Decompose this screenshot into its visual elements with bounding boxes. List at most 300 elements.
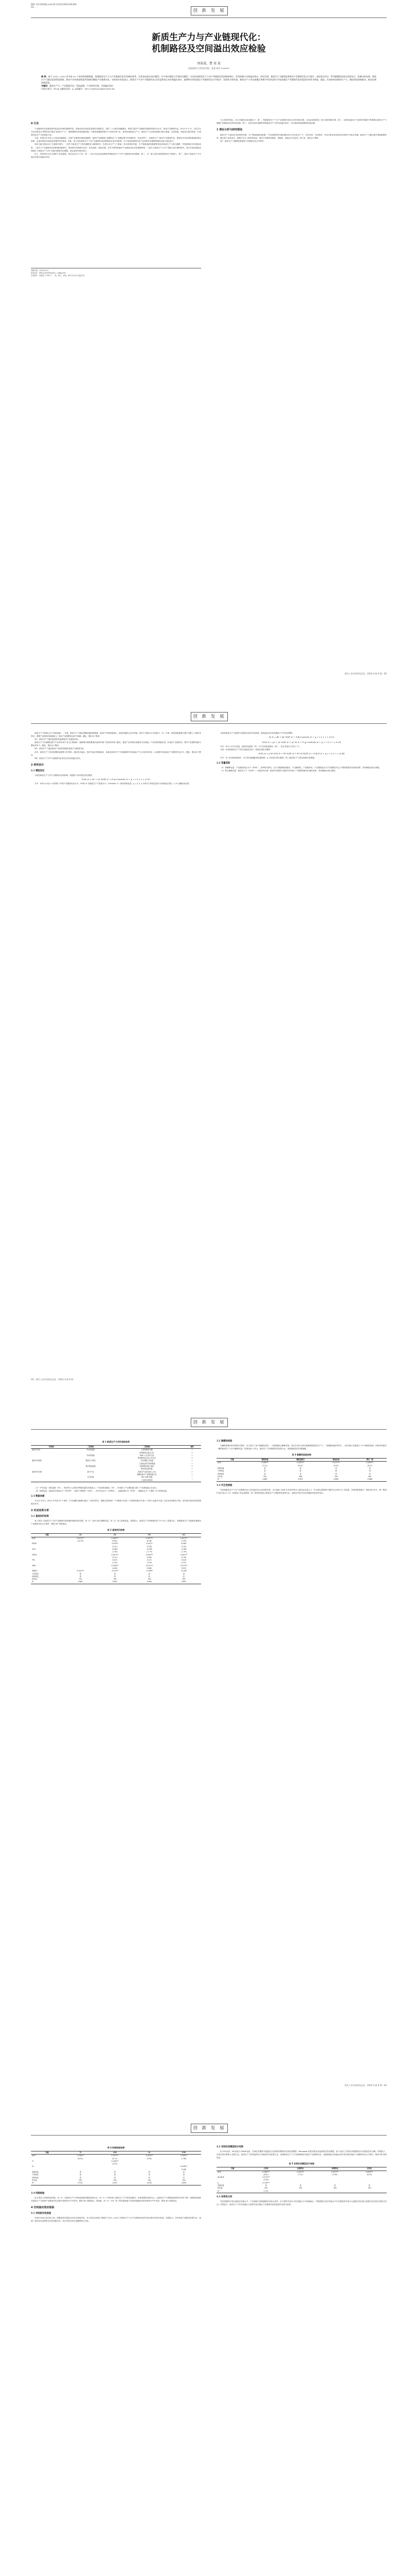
table-cell: IS: [32, 2165, 34, 2168]
table-cell: 330: [182, 2179, 186, 2181]
table-cell: TI: [32, 2160, 34, 2162]
table-cell: (9.82): [112, 1540, 118, 1543]
table-cell: 是: [79, 1572, 81, 1575]
table-header-cell: 变量: [217, 1459, 248, 1462]
footer-page-number: XX: [384, 2084, 387, 2087]
table-cell: (5.92): [146, 2157, 152, 2160]
table-cell: URB: [32, 1564, 36, 1567]
paper-affiliation: （某某财经大学经济学院 , 某省 某市 100000）: [187, 67, 231, 70]
table-5-caption: 表 5 空间杜宾模型估计结果: [289, 2162, 314, 2165]
table-cell: +: [191, 1468, 193, 1470]
footer-journal: 现代工业经济和信息化 · 2024 年第 9 期: [344, 2084, 382, 2087]
table-cell: 0.016: [181, 1559, 187, 1562]
table-cell: -0.183*: [180, 1570, 187, 1572]
table-cell: 0.891: [97, 1581, 132, 1584]
table-cell: 330: [78, 1578, 82, 1581]
subsection-heading: 4.1 空间相关性检验: [31, 2212, 52, 2215]
page-3: [31, 1412, 387, 2097]
table-cell: 个体固定: [32, 2174, 39, 2176]
table-1: [31, 1445, 201, 1482]
page-1: [31, 0, 387, 685]
table-cell: GOV: [32, 1548, 36, 1550]
table-cell: 是: [369, 1467, 371, 1470]
table-cell: 战略性新兴产业增加值占比: [137, 1473, 157, 1476]
footnote: 收稿日期：2024-06-12 基金项目：国家社会科学基金项目（23BJL000） 作者简介：刘某某（1990—），男，博士，讲师，研究方向为产业经济学。: [31, 268, 201, 277]
table-cell: 人均受教育年限: [141, 1449, 153, 1451]
table-cell: (6.87): [263, 2173, 269, 2176]
table-cell: 是: [300, 1472, 302, 1475]
table-cell: 工业固定资产投资增速: [138, 1462, 155, 1465]
subsection-heading: 3.1 基准回归结果: [31, 1515, 49, 1518]
table-header-cell: 替换变量: [248, 1459, 281, 1462]
table-cell: 0.418***: [145, 2155, 153, 2157]
paragraph: 为进一步检验新质生产力的空间溢出效应，构建空间杜宾模型：: [220, 749, 272, 751]
paragraph: 本文以 2012—2022 年中国 30 个省份（不含西藏与港澳台地区）为研究样本，数据主要来源于《中国统计年鉴》《中国科技统计年鉴》《中国工业统计年鉴》以及各省份统计年鉴，部分缺失值采用线性插值法补齐。: [31, 1500, 201, 1505]
table-cell: 0.888: [353, 1478, 387, 1481]
table-cell: +: [191, 1449, 193, 1451]
table-cell: 时间固定: [218, 1472, 224, 1475]
table-cell: 0.893: [281, 1478, 319, 1481]
table-cell: (1.92): [181, 1545, 187, 1548]
table-cell: (6.71): [112, 2157, 118, 2160]
table-cell: 0.031**: [146, 1543, 153, 1545]
table-3: [217, 1458, 387, 1481]
table-cell: +: [191, 1462, 193, 1465]
table-cell: 物质生产资料: [86, 1460, 96, 1462]
table-cell: 0.899: [167, 2182, 201, 2185]
table-cell: 330: [182, 1578, 186, 1581]
table-cell: 是: [182, 2171, 185, 2174]
table-cell: (-1.87): [112, 1551, 118, 1553]
paragraph: 表 2 报告了新质生产力对产业链现代化影响的基准回归结果。列（1）仅纳入核心解释变量，列（2）加入控制变量。结果显示，新质生产力的系数均在 1% 水平上显著为正，表明新质生产力能够显著推动产业链现代化水平提升，假设 H1 得到验证。: [31, 1520, 201, 1526]
table-cell: (3.56): [181, 2168, 187, 2171]
table-cell: 是: [369, 1470, 371, 1472]
subsection-heading: 4.3 异质性分析: [217, 2195, 233, 2198]
table-cell: 330: [334, 1475, 338, 1478]
table-cell: 时间固定: [32, 2176, 39, 2179]
p4-right-column: [217, 2143, 387, 2206]
table-cell: (-1.55): [181, 1551, 187, 1553]
table-cell: 0.386***: [262, 2171, 270, 2173]
table-cell: 0.213***: [262, 2176, 270, 2179]
table-cell: +: [191, 1465, 193, 1468]
table-cell: 是: [114, 2171, 116, 2174]
table-cell: 0.612***: [76, 1537, 84, 1539]
page-footer: XX · 现代工业经济和信息化 · 2024 年第 9 期: [31, 1378, 73, 1381]
table-cell: 高技术产业营业收入占比: [138, 1470, 156, 1473]
table-cell: 是: [114, 1572, 116, 1575]
section-heading: 3 实证结果分析: [31, 1509, 49, 1513]
table-cell: 新兴产业: [87, 1470, 94, 1473]
paragraph: H1：新质生产力能够显著促进产业链现代化水平提升。: [220, 140, 266, 143]
table-cell: 是: [114, 2174, 116, 2176]
table-header-cell: ICM: [97, 2151, 132, 2155]
table-cell: 是: [300, 2184, 302, 2187]
table-cell: (4.06): [112, 1567, 118, 1569]
table-cell: 高等教育在校生占比: [139, 1451, 155, 1454]
table-cell: 0.257***: [331, 2171, 339, 2173]
table-3-caption: 表 3 稳健性检验结果: [292, 1453, 311, 1456]
paragraph: 式中：M_it 为中介变量，包括科技创新（TI）与产业结构高级化（IS），其余变量含义同式（1）。: [220, 745, 303, 748]
table-cell: NQP: [32, 2155, 36, 2157]
paragraph: 表 4 报告了机制检验结果。列（1）中新质生产力对科技创新的系数显著为正，列（2）中同时纳入新质生产力与科技创新后，两者系数均显著为正，且新质生产力系数较基准回归有所下降，表明科技创新在新质生产力影响产业链现代化过程中发挥部分中介作用，假设 H2 得到验证。类似地，列（3）与列（4）的结果表明产业结构高级化同样发挥部分中介作用，假设 H3 得到验证。: [31, 2196, 201, 2202]
table-cell: [71, 1479, 110, 1482]
table-cell: 是: [368, 2184, 371, 2187]
paragraph: 考虑到我国不同区域经济发展水平、产业基础与资源禀赋存在较大差异，本文将样本划分为东部地区与中西部地区，并按照数字经济发展水平中位数将样本划分为高数字经济组与低数字经济组分别进行回归。结果显示，新质生产力对东部地区与高数字经济地区产业链现代化的促进作用更为显著。: [217, 2200, 387, 2206]
table-header-cell: 剔除直辖市: [281, 1459, 319, 1462]
table-cell: 是: [265, 2184, 267, 2187]
section-banner: 创 新 发 展: [191, 1418, 228, 1427]
table-cell: R²: [31, 2182, 63, 2185]
table-cell: 330: [113, 2179, 117, 2181]
p3-left-column: [31, 1437, 201, 1584]
table-cell: [318, 2190, 352, 2193]
paragraph: 式中：W 为空间权重矩阵，本文采用地理距离权重矩阵；ρ 为空间自回归系数；θ2 为新质生产力的空间滞后项系数。: [220, 757, 317, 759]
table-cell: 控制变量: [218, 1467, 224, 1470]
table-cell: 330: [333, 2187, 337, 2190]
paragraph: 当前，世界百年未有之大变局加速演进，全球产业链供应链加速重构，我国产业链面临“低端锁定”与“高端封锁”的双重挤压。在此背景下，以新质生产力推动产业链现代化，既是应对外部风险挑战的现实需要，也是实现经济高质量发展的内在要求。因此，深入探究新质生产力对产业链现代化的影响效应及作用机制，对于加快构建现代化产业体系具有重要的理论价值与现实意义。: [31, 137, 201, 143]
table-cell: FIN: [32, 1559, 35, 1562]
table-header-cell: 属性: [183, 1446, 201, 1449]
table-cell: 0.041***: [180, 1553, 188, 1556]
table-cell: 0.028*: [181, 1543, 187, 1545]
table-cell: (8.27): [367, 1464, 373, 1467]
table-cell: 劳动者技能: [86, 1454, 95, 1456]
paragraph: 与已有研究相比，本文可能的边际贡献在于：第一，构建新质生产力与产业链现代化综合评价指标体系，从实证层面检验二者之间的因果关系；第二，从科技创新与产业结构升级两个维度揭示新质生产力赋能产业链现代化的作用机制；第三，运用空间计量模型考察新质生产力的空间溢出效应，为区域协调发展提供经验证据。: [217, 119, 387, 125]
paragraph: 为检验新质生产力对产业链现代化的影响，构建如下双向固定效应模型：: [35, 774, 94, 776]
table-cell: 是: [182, 1575, 185, 1578]
table-cell: 是: [300, 1470, 302, 1472]
paragraph: 综上，现有研究为本文提供了有益借鉴，但仍存在以下不足：第一，较少从实证层面系统考察新质生产力对产业链现代化的影响；第二，对二者之间作用机制的探讨不够深入；第三，忽视了新质生产力可能存在的空间溢出效应。: [31, 152, 201, 158]
p2-right-column: [217, 732, 387, 773]
formula-2: M_it = β0 + β1 NQP_it + Σ βj Controls_it + μ_i + λ_t + ε_it (2): [269, 736, 335, 739]
table-cell: PGDP: [32, 1543, 37, 1545]
table-cell: (7.21): [262, 1464, 268, 1467]
table-cell: 0.047***: [111, 1553, 119, 1556]
table-header-cell: 滞后一期: [353, 1459, 387, 1462]
table-header-cell: 主效应: [249, 2167, 284, 2171]
table-cell: -0.069: [181, 1548, 187, 1550]
table-cell: 0.396***: [180, 2155, 188, 2157]
paragraph: （1）被解释变量：产业链现代化水平（ICM）。参考相关研究，从产业链基础高级化、产业链韧性、产业链协同、产业链绿色化与产业链数字化五个维度构建评价指标体系，采用熵值法进行测度。: [220, 767, 381, 769]
table-cell: (3.67): [181, 1567, 187, 1569]
table-cell: 是: [300, 1467, 302, 1470]
formula-4: ICM_it = ρ W ICM_it + θ1 NQP_it + θ2 W NQP_it + Σ θj X_it + μ_i + λ_t + ε_it (4): [258, 752, 345, 755]
paragraph: 现有文献主要从以下方面展开研究：一是关于新质生产力的内涵特征与测度研究，学者们从生产力三要素、技术革命性突破、生产要素创新性配置等视角对新质生产力进行阐释，并构建相应评价指标体系；二是关于产业链现代化的影响因素研究，现有研究发现数字经济、技术创新、营商环境、对外开放等因素对产业链现代化具有重要影响；三是关于新质生产力与产业链之间关系的研究，部分学者从理论层面探讨了新质生产力对产业链升级的作用逻辑，但实证研究相对较少。: [31, 143, 201, 152]
table-cell: 新质劳动者: [32, 1449, 40, 1451]
subsection-heading: 2.2 变量选取: [217, 762, 230, 765]
table-cell: (2.18): [146, 1545, 152, 1548]
table-cell: 是: [148, 1575, 151, 1578]
table-cell: +: [191, 1451, 193, 1454]
table-cell: 是: [148, 2171, 151, 2174]
p4-left-column: [31, 2143, 201, 2223]
table-cell: 是: [182, 2174, 185, 2176]
table-cell: 是: [148, 2174, 151, 2176]
table-header-cell: IS: [132, 2151, 167, 2155]
table-cell: 0.017: [147, 1559, 152, 1562]
table-cell: 286: [298, 1475, 302, 1478]
keywords-text: 新质生产力；产业链现代化；科技创新；产业结构升级；空间溢出效应: [49, 84, 113, 88]
table-cell: 新质劳动资料: [32, 1460, 42, 1462]
table-cell: 样本量: [32, 1578, 37, 1581]
classification-line: 中图分类号：F124 文献标识码：A 文章编号：1672-2000(2024)09-0010-06: [41, 88, 114, 91]
table-cell: (3.88): [146, 1567, 152, 1569]
table-cell: 是: [182, 2176, 185, 2179]
table-header-cell: 变量: [31, 1534, 63, 1537]
footer-journal: 现代工业经济和信息化 · 2024 年第 9 期: [344, 672, 382, 675]
doi-meta: DOI: 10.16190/j.cnki.45-1211/f.2024.09.004 SS：...: [31, 3, 77, 8]
table-cell: +: [191, 1470, 193, 1473]
footer-journal: 现代工业经济和信息化 · 2024 年第 9 期: [36, 1378, 73, 1381]
table-cell: [283, 2190, 318, 2193]
table-cell: 是: [264, 1470, 266, 1472]
table-cell: 0.897: [167, 1581, 201, 1584]
section-heading: 1 理论分析与研究假设: [217, 128, 243, 132]
table-header-cell: 一级指标: [31, 1446, 71, 1449]
table-cell: 是: [79, 1575, 81, 1578]
table-row: [31, 2182, 201, 2185]
p1-left-column: [31, 118, 201, 159]
table-row: [217, 2190, 387, 2193]
table-cell: 0.352***: [111, 2155, 119, 2157]
table-header-cell: (1): [63, 1534, 98, 1537]
table-cell: 控制变量: [218, 2184, 224, 2187]
subsection-heading: 2.1 模型设定: [31, 769, 45, 772]
table-cell: (-1.73): [146, 1551, 153, 1553]
table-cell: 0.421***: [180, 1537, 188, 1539]
table-cell: 个体固定: [32, 1572, 39, 1575]
table-2: [31, 1533, 201, 1584]
table-header-cell: 间接效应: [318, 2167, 352, 2171]
table-row: [31, 1479, 201, 1482]
table-cell: 330: [368, 2187, 371, 2190]
table-cell: R²: [217, 1478, 248, 1481]
table-cell: (2.96): [146, 1556, 152, 1558]
page-header: [31, 1412, 387, 1432]
table-cell: 是: [114, 2176, 116, 2179]
table-cell: +: [191, 1457, 193, 1460]
table-cell: -0.215**: [111, 1570, 119, 1572]
table-row: [217, 1478, 387, 1481]
table-cell: 生态环境: [87, 1476, 94, 1479]
table-cell: 1.236***: [76, 2155, 84, 2157]
page-footer: 现代工业经济和信息化 · 2024 年第 9 期 · XX: [344, 672, 387, 675]
table-header-cell: ICM: [167, 2151, 201, 2155]
table-cell: 0.178***: [262, 2181, 270, 2184]
formula-3: ICM_it = γ0 + γ1 NQP_it + γ2 M_it + Σ γj Controls_it + μ_i + λ_t + ε_it (3): [262, 741, 341, 744]
subsection-heading: 2.3 数据来源: [31, 1495, 45, 1498]
table-header-cell: 二级指标: [71, 1446, 110, 1449]
table-cell: R²: [31, 1581, 63, 1584]
table-cell: 科技服务业从业人员占比: [138, 1457, 156, 1460]
table-cell: 330: [298, 2187, 302, 2190]
table-cell: (3.45): [332, 2173, 338, 2176]
table-cell: 是: [335, 1470, 337, 1472]
table-cell: 是: [148, 2176, 151, 2179]
table-cell: (1.29): [146, 1562, 152, 1564]
keywords-label: 关键词：: [41, 84, 49, 88]
paragraph: 为确保基准回归结果的可靠性，本文进行了如下稳健性检验：一是替换核心解释变量，采用主成分分析法重新测度新质生产力；二是剔除直辖市样本；三是对核心变量进行 1% 的缩尾处理；四是采用滞后一期的新质生产力作为解释变量。结果如表 3 所示，新质生产力的系数依然显著为正，表明基准回归结果稳健。: [217, 1445, 387, 1450]
table-cell: [352, 2190, 387, 2193]
table-cell: (1.42): [112, 1562, 118, 1564]
table-cell: (7.93): [181, 1540, 187, 1543]
paragraph: 在进行空间计量分析之前，需要检验变量是否存在空间相关性。本文采用全局莫兰指数对 2012—2022 年新质生产力与产业链现代化的空间自相关性进行检验。结果显示，各年份莫兰指数均显著为正，表明二者均存在显著的正向空间相关性，适合采用空间计量模型进行分析。: [31, 2216, 201, 2222]
paragraph: H3：新质生产力通过推动产业结构高级化促进产业链现代化。: [35, 748, 86, 750]
footer-page-number: XX: [31, 1378, 34, 1381]
table-cell: -0.198**: [145, 1570, 153, 1572]
table-cell: 是: [79, 2176, 81, 2179]
table-cell: 0.742: [249, 2190, 284, 2193]
table-cell: 0.903: [97, 2182, 132, 2185]
table-cell: -0.082*: [111, 1548, 118, 1550]
table-header-cell: 变量: [31, 2151, 63, 2155]
table-cell: 300: [368, 1475, 372, 1478]
table-cell: 0.471***: [332, 1462, 340, 1464]
table-cell: NQP: [218, 2171, 221, 2173]
table-cell: 330: [147, 2179, 151, 2181]
table-cell: 样本量: [218, 1475, 223, 1478]
abstract-block: [41, 75, 376, 91]
table-header-cell: (3): [132, 1534, 167, 1537]
table-cell: 0.396***: [261, 1462, 269, 1464]
table-5: [217, 2167, 387, 2193]
paragraph: 此外，新质生产力具有较强的渗透性与扩散性。通过技术溢出、知识外溢与要素流动，本地区新质生产力发展能够对邻近地区产生示范带动效应，从而提升周边地区产业链现代化水平。据此，提出以下假设：: [31, 751, 201, 756]
paragraph: 经 LM 检验、LR 检验与 Wald 检验，空间杜宾模型不能退化为空间滞后模型或空间误差模型；Hausman 检验结果支持选择固定效应模型。表 5 报告了空间杜宾模型的估计结果及效应分解。结果显示，空间自回归系数 ρ 显著为正，新质生产力的直接效应与间接效应均显著为正，表明新质生产力不仅能够促进本地区产业链现代化，还能够通过空间溢出效应带动邻近地区产业链现代化水平提升，假设 H4 得到验证。: [217, 2150, 387, 2159]
table-cell: (3.08): [263, 2179, 269, 2181]
table-cell: 0.659***: [366, 2171, 373, 2173]
table-cell: (8.76): [146, 1540, 152, 1543]
table-cell: NQP: [218, 1462, 221, 1464]
table-cell: 0.438***: [366, 1462, 374, 1464]
subsection-heading: 4.2 空间杜宾模型估计结果: [217, 2146, 243, 2148]
table-cell: 0.019: [112, 1559, 118, 1562]
table-header-cell: 直接效应: [283, 2167, 318, 2171]
formula-1: ICM_it = α0 + α1 NQP_it + Σ αj Controls_it + μ_i + λ_t + ε_it (1): [81, 777, 151, 781]
table-cell: 单位 GDP 能耗: [141, 1476, 153, 1479]
table-cell: 0.035**: [111, 1543, 118, 1545]
paragraph: （2）核心解释变量：新质生产力（NQP）。从新质劳动者、新质劳动资料与新质劳动对象三个维度构建评价指标体系，采用熵值法进行测度。: [220, 770, 337, 772]
table-cell: (1.21): [181, 1562, 187, 1564]
table-cell: 是: [148, 1572, 151, 1575]
subsection-heading: 3.3 内生性检验: [217, 1484, 233, 1487]
table-cell: 是: [264, 1472, 266, 1475]
table-header-cell: 缩尾处理: [319, 1459, 353, 1462]
paragraph: 新质生产力以战略性新兴产业和未来产业为主要载体，能够推动资源要素从低效率部门向高效率部门流动，促进产业结构向高级化方向演进。产业结构高级化进一步优化产业链布局，提升产业链附加值与整体竞争力。据此，提出以下假设：: [31, 741, 201, 747]
table-cell: 劳动者素质: [86, 1449, 95, 1451]
table-cell: (12.35): [77, 1540, 84, 1543]
subsection-heading: 3.2 稳健性检验: [217, 1440, 233, 1443]
table-cell: 时间固定: [32, 1575, 39, 1578]
table-cell: −: [183, 1479, 201, 1482]
table-cell: 是: [79, 2174, 81, 2176]
table-cell: 0.483***: [111, 1537, 119, 1539]
table-header-cell: 总效应: [352, 2167, 387, 2171]
table-cell: 0.128***: [111, 1564, 119, 1567]
section-heading: 2 研究设计: [31, 763, 44, 767]
table-cell: 330: [113, 1578, 117, 1581]
table-cell: 330: [263, 1475, 267, 1478]
p2-left-column: [31, 732, 201, 785]
footer-page-number: XX: [384, 672, 387, 675]
table-cell: 0.885: [248, 1478, 281, 1481]
paragraph: 考虑到新质生产力与产业链现代化之间可能存在反向因果关系，本文选取 1984 年各省份每百人邮电业务量与上一年全国互联网用户数的交互项作为工具变量，采用两阶段最小二乘法进行估计。第一阶段 F 统计量大于 10，拒绝弱工具变量假设；第二阶段结果显示新质生产力系数依然显著为正，表明在考虑内生性问题后结论依然成立。: [217, 1488, 387, 1494]
paragraph: 为检验新质生产力影响产业链现代化的作用机制，借鉴逐步回归法构建如下中介效应模型：: [220, 732, 294, 734]
paper-title: 新质生产力与产业链现代化： 机制路径及空间溢出效应检验: [152, 32, 266, 54]
table-cell: 0.102***: [76, 1570, 84, 1572]
table-cell: 0.044***: [145, 1553, 153, 1556]
paragraph: 新质生产力的核心在于科技创新。一方面，新质生产力通过集聚高端创新要素、促进产学研深度融合，加速关键核心技术突破，提升产业链自主可控能力；另一方面，科技创新能够打通产业链上下游技术堵点，增强产业链协同创新能力，推动产业链整体迈向中高端。据此，提出以下假设：: [31, 732, 201, 738]
table-cell: 人均机器人安装量: [140, 1460, 154, 1462]
table-cell: 样本量: [218, 2187, 223, 2190]
subsection-heading: 3.4 机制检验: [31, 2192, 45, 2195]
table-cell: 330: [78, 2179, 82, 2181]
table-1-caption: 表 1 新质生产力评价指标体系: [102, 1440, 130, 1443]
header-rule: [31, 1429, 387, 1430]
header-rule: [31, 723, 387, 724]
table-cell: 是: [334, 2184, 336, 2187]
table-cell: R²: [217, 2190, 249, 2193]
page-footer: 现代工业经济和信息化 · 2024 年第 9 期 · XX: [344, 2084, 387, 2087]
table-cell: (4.23): [112, 2163, 118, 2165]
page-4: [31, 2117, 387, 2576]
table-cell: (9.03): [334, 1464, 339, 1467]
table-4: [31, 2151, 201, 2185]
table-cell: -0.076*: [146, 1548, 153, 1550]
table-cell: R&D 人员全时当量: [140, 1454, 154, 1456]
table-cell: 是: [335, 1472, 337, 1475]
table-cell: 是: [335, 1467, 337, 1470]
page-header: [31, 0, 387, 21]
table-cell: OPEN: [32, 1553, 37, 1556]
table-cell: 0.876: [132, 2182, 167, 2185]
p3-right-column: [217, 1437, 387, 1495]
paragraph: H4：新质生产力对产业链现代化具有正向空间溢出效应。: [35, 757, 82, 759]
table-cell: 330: [147, 1578, 151, 1581]
table-cell: 常数项: [32, 1570, 37, 1572]
table-cell: 是: [79, 2171, 81, 2174]
table-2-caption: 表 2 基准回归结果: [107, 1529, 125, 1532]
table-cell: ρ: [218, 2181, 219, 2184]
table-header-cell: (2): [97, 1534, 132, 1537]
table-cell: 330: [264, 2187, 268, 2190]
table-cell: 移动电话基站数: [141, 1468, 153, 1470]
table-cell: 是: [264, 1467, 266, 1470]
abstract-text: 基于 2012—2022 年中国 30 个省份的面板数据，构建新质生产力与产业链现代化评价指标体系，运用双向固定效应模型、中介效应模型与空间杜宾模型，实证检验新质生产力对产业链现代化的影响效应、作用机制与空间溢出效应。研究发现：新质生产力能够显著推动产业链现代化水平提升，该结论在经过一系列稳健性检验后依然成立；机制分析表明，新质生产力通过促进科技创新、推动产业结构高级化两条路径赋能产业链现代化；空间效应检验显示，新质生产力对产业链现代化具有显著的正向空间溢出效应，能够带动邻近地区产业链现代化水平提升；异质性分析发现，新质生产力对东部地区和数字经济发展水平较高地区产业链现代化的促进作用更为明显。据此，应加快培育新质生产力，强化科技创新驱动，推动区域协调发展。: [41, 75, 376, 84]
table-cell: 是: [182, 1572, 185, 1575]
section-banner: 创 新 发 展: [191, 712, 228, 721]
table-cell: 0.457***: [145, 1537, 153, 1539]
header-rule: [31, 2135, 387, 2136]
section-banner: 创 新 发 展: [191, 2124, 228, 2133]
table-cell: 个体固定: [218, 1470, 224, 1472]
table-cell: (2.78): [181, 1556, 187, 1558]
table-cell: 样本量: [32, 2179, 37, 2181]
table-cell: W×NQP: [218, 2176, 224, 2179]
table-cell: 新质劳动对象: [32, 1470, 42, 1473]
abstract-label: 摘 要：: [41, 75, 48, 78]
table-cell: 数字基础设施: [86, 1465, 96, 1468]
table-cell: (7.08): [181, 2157, 187, 2160]
table-cell: 0.890: [319, 1478, 353, 1481]
table-cell: (6.23): [367, 2173, 372, 2176]
paragraph: （3）中介变量：科技创新（TI），采用每万人发明专利授权量的对数表示；产业结构高级化（IS），采用第三产业增加值与第二产业增加值之比表示。: [35, 1486, 158, 1489]
table-cell: +: [191, 1454, 193, 1456]
paragraph: 式中：ICM_it 表示 i 省份第 t 年的产业链现代化水平；NQP_it 为新质生产力发展水平；Controls 为一系列控制变量；μ_i 与 λ_t 分别为个体固定效应与时间固定效应；ε_it 为随机扰动项。: [35, 782, 191, 785]
table-cell: 是: [369, 1472, 371, 1475]
table-cell: 互联网宽带接入端口: [139, 1465, 155, 1468]
table-cell: (3.12): [112, 1556, 118, 1558]
